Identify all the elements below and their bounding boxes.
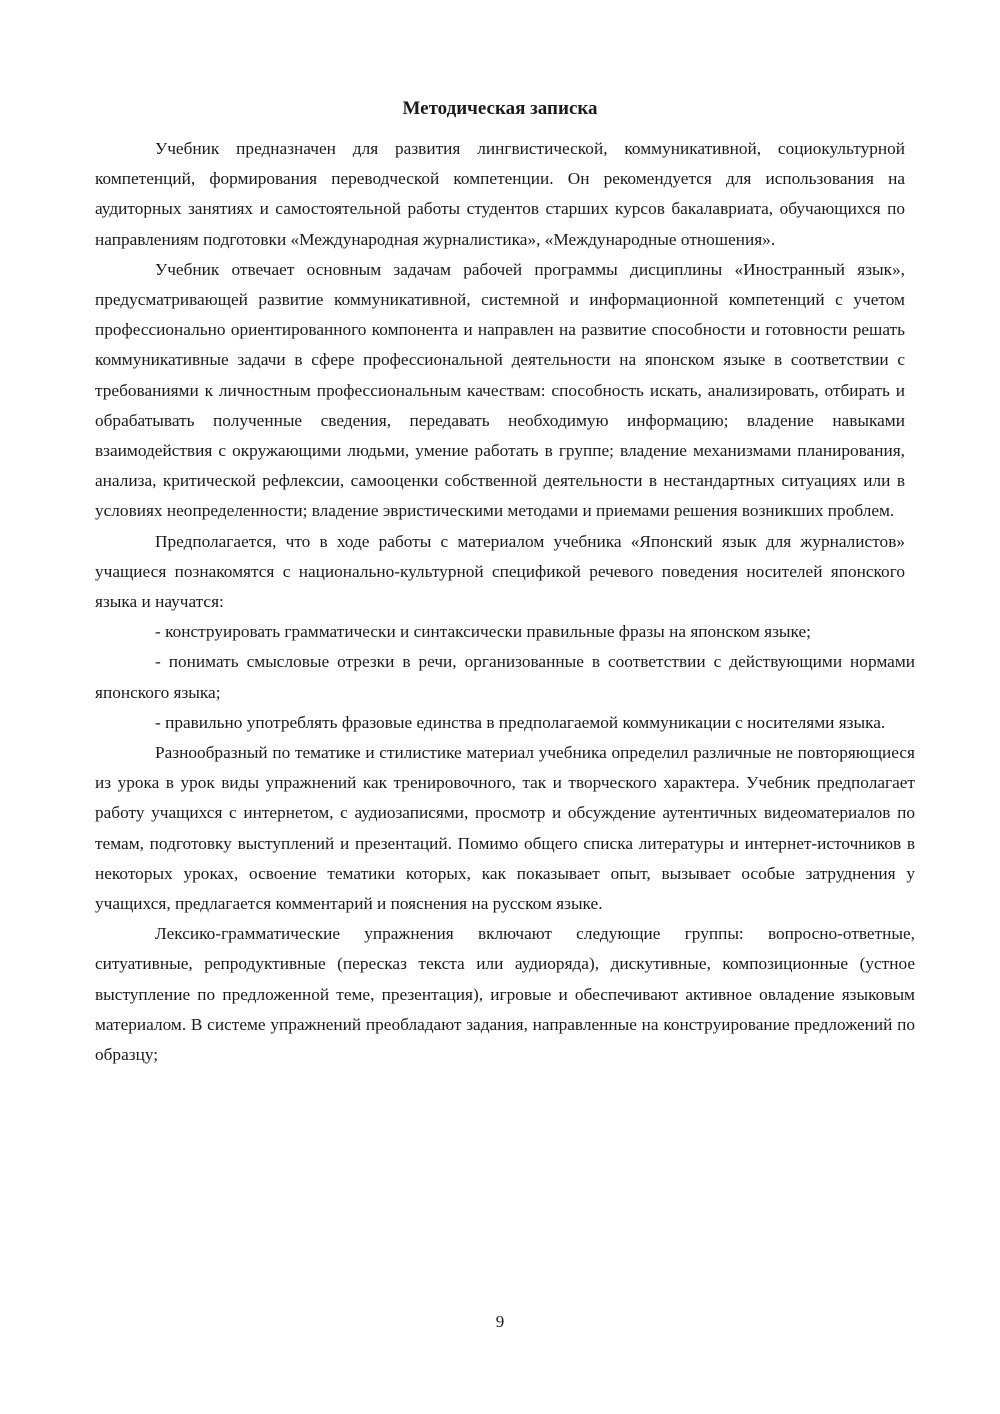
body-text [95, 134, 915, 1070]
paragraph-exercise-groups: Лексико-грамматические упражнения включают следующие группы: вопросно-ответные, ситуативные, репродуктивные (пересказ текста или аудиоряда), дискутивные, композиционные (устное выступление по предложенной теме, презентация), игровые и обеспечивают активное овладение языковым материалом. В системе упражнений преобладают задания, направленные на конструирование предложений по образцу; [95, 924, 915, 1065]
list-item-use: - правильно употреблять фразовые единства в предполагаемой коммуникации с носителями языка. [155, 712, 886, 732]
paragraph-purpose: Учебник предназначен для развития лингвистической, коммуникативной, социокультурной компетенций, формирования переводческой компетенции. Он рекомендуется для использования на аудиторных занятиях и самостоятельной работы студентов старших курсов бакалавриата, обучающихся по направлениям подготовки «Международная журналистика», «Международные отношения». [95, 139, 905, 249]
list-item-understand: - понимать смысловые отрезки в речи, организованные в соответствии с действующими нормами японского языка; [95, 652, 915, 702]
list-item-construct: - конструировать грамматически и синтаксически правильные фразы на японском языке; [155, 622, 811, 642]
paragraph-program-goals: Учебник отвечает основным задачам рабочей программы дисциплины «Иностранный язык», предусматривающей развитие коммуникативной, системной и информационной компетенций с учетом профессионально ориентированного компонента и направлен на развитие способности и готовности решать коммуникативные задачи в сфере профессиональной деятельности на японском языке в соответствии с требованиями к личностным профессиональным качествам: способность искать, анализировать, отбирать и обрабатывать полученные сведения, передавать необходимую информацию; владение навыками взаимодействия с окружающими людьми, умение работать в группе; владение механизмами планирования, анализа, критической рефлексии, самооценки собственной деятельности в нестандартных ситуациях или в условиях неопределенности; владение эвристическими методами и приемами решения возникших проблем. [95, 259, 905, 521]
paragraph-exercise-variety: Разнообразный по тематике и стилистике материал учебника определил различные не повторяющиеся из урока в урок виды упражнений как тренировочного, так и творческого характера. Учебник предполагает работу учащихся с интернетом, с аудиозаписями, просмотр и обсуждение аутентичных видеоматериалов по темам, подготовку выступлений и презентаций. Помимо общего списка литературы и интернет-источников в некоторых уроках, освоение тематики которых, как показывает опыт, вызывает особые затруднения у учащихся, предлагается комментарий и пояснения на русском языке. [95, 743, 915, 914]
paragraph-expected-outcomes: Предполагается, что в ходе работы с материалом учебника «Японский язык для журналистов» учащиеся познакомятся с национально-культурной спецификой речевого поведения носителей японского языка и научатся: [95, 531, 905, 612]
page-title: Методическая записка [402, 98, 598, 119]
page-number: 9 [495, 1312, 505, 1331]
